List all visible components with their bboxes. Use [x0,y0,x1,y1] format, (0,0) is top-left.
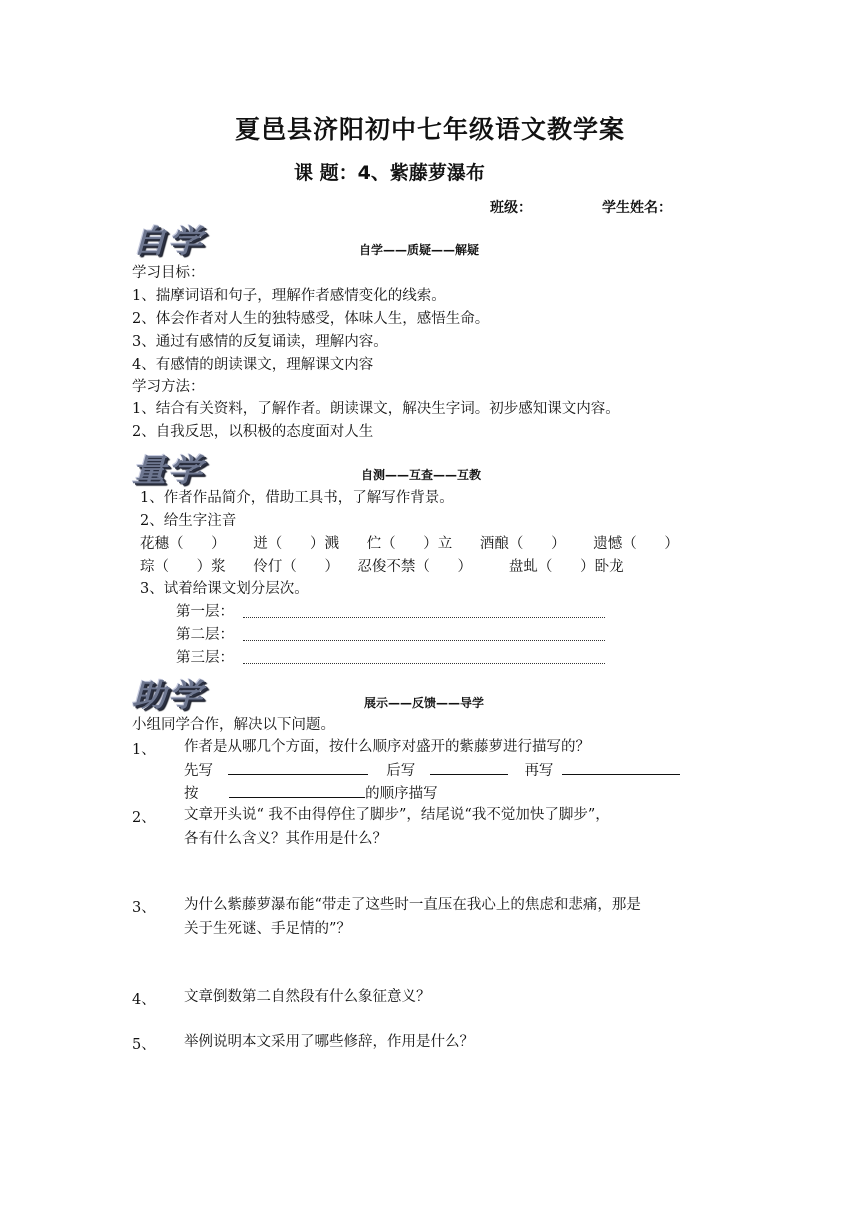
question-number: 5、 [132,1037,156,1053]
question-text: 文章开头说“ 我不由得停住了脚步”，结尾说“我不觉加快了脚步”， [184,807,610,823]
method-label: 学习方法： [132,379,205,395]
blank-line [562,760,680,775]
goal-item: 3、通过有感情的反复诵读，理解内容。 [132,334,388,350]
layer-label: 第一层： [176,604,234,620]
blank-line [430,760,508,775]
section-badge-measure: 量学 [132,452,204,490]
fill-label-first: 先写 [184,763,213,779]
layer-answer-line [243,640,605,641]
page-title: 夏邑县济阳初中七年级语文教学案 [234,115,625,144]
layer-label: 第三层： [176,650,234,666]
student-name-label: 学生姓名： [602,200,672,216]
section-heading-measure: 自测——互查——互教 [361,468,482,482]
pinyin-row: 花穗（ ） 迸（ ）溅 伫（ ）立 酒酿（ ） 遗憾（ ） [140,536,679,552]
goal-item: 2、体会作者对人生的独特感受，体味人生，感悟生命。 [132,311,490,327]
section-badge-assist: 助学 [132,677,204,715]
pinyin-row: 琮（ ）浆 伶仃（ ） 忍俊不禁（ ） 盘虬（ ）卧龙 [140,559,624,575]
method-item: 2、自我反思，以积极的态度面对人生 [132,424,374,440]
group-intro: 小组同学合作，解决以下问题。 [132,717,335,733]
fill-label-after: 后写 [386,763,416,779]
blank-line [228,760,368,775]
layer-answer-line [243,663,605,664]
goal-item: 4、有感情的朗读课文，理解课文内容 [132,357,374,373]
fill-row-2 [184,783,438,806]
question-text: 作者是从哪几个方面，按什么顺序对盛开的紫藤萝进行描写的？ [184,739,590,755]
question-number: 3、 [132,900,156,916]
goals-label: 学习目标： [132,265,205,281]
blank-line [229,783,365,798]
fill-row-1 [184,760,680,783]
task-item: 3、试着给课文划分层次。 [140,581,309,597]
section-badge-self-study: 自学 [132,223,204,261]
question-text: 举例说明本文采用了哪些修辞，作用是什么？ [184,1034,474,1050]
question-number: 1、 [132,742,156,758]
question-number: 2、 [132,810,156,826]
layer-label: 第二层： [176,627,234,643]
goal-item: 1、揣摩词语和句子，理解作者感情变化的线索。 [132,288,446,304]
section-heading-assist: 展示——反馈——导学 [364,696,485,710]
task-item: 1、作者作品简介，借助工具书，了解写作背景。 [140,490,454,506]
method-item: 1、结合有关资料，了解作者。朗读课文，解决生字词。初步感知课文内容。 [132,401,620,417]
question-text: 文章倒数第二自然段有什么象征意义？ [184,989,431,1005]
question-number: 4、 [132,992,156,1008]
question-text: 为什么紫藤萝瀑布能“带走了这些时一直压在我心上的焦虑和悲痛，那是 [184,897,641,913]
lesson-subtitle: 课 题：4、紫藤萝瀑布 [294,162,485,184]
fill-label-then: 再写 [524,763,554,779]
question-text-cont: 各有什么含义？其作用是什么？ [184,831,387,847]
task-item: 2、给生字注音 [140,513,237,529]
question-text-cont: 关于生死谜、手足情的”？ [184,921,351,937]
layer-answer-line [243,617,605,618]
class-label: 班级： [490,200,532,216]
fill-label-order: 的顺序描写 [365,786,438,802]
section-heading-self-study: 自学——质疑——解疑 [359,243,480,257]
fill-label-by: 按 [184,786,199,802]
